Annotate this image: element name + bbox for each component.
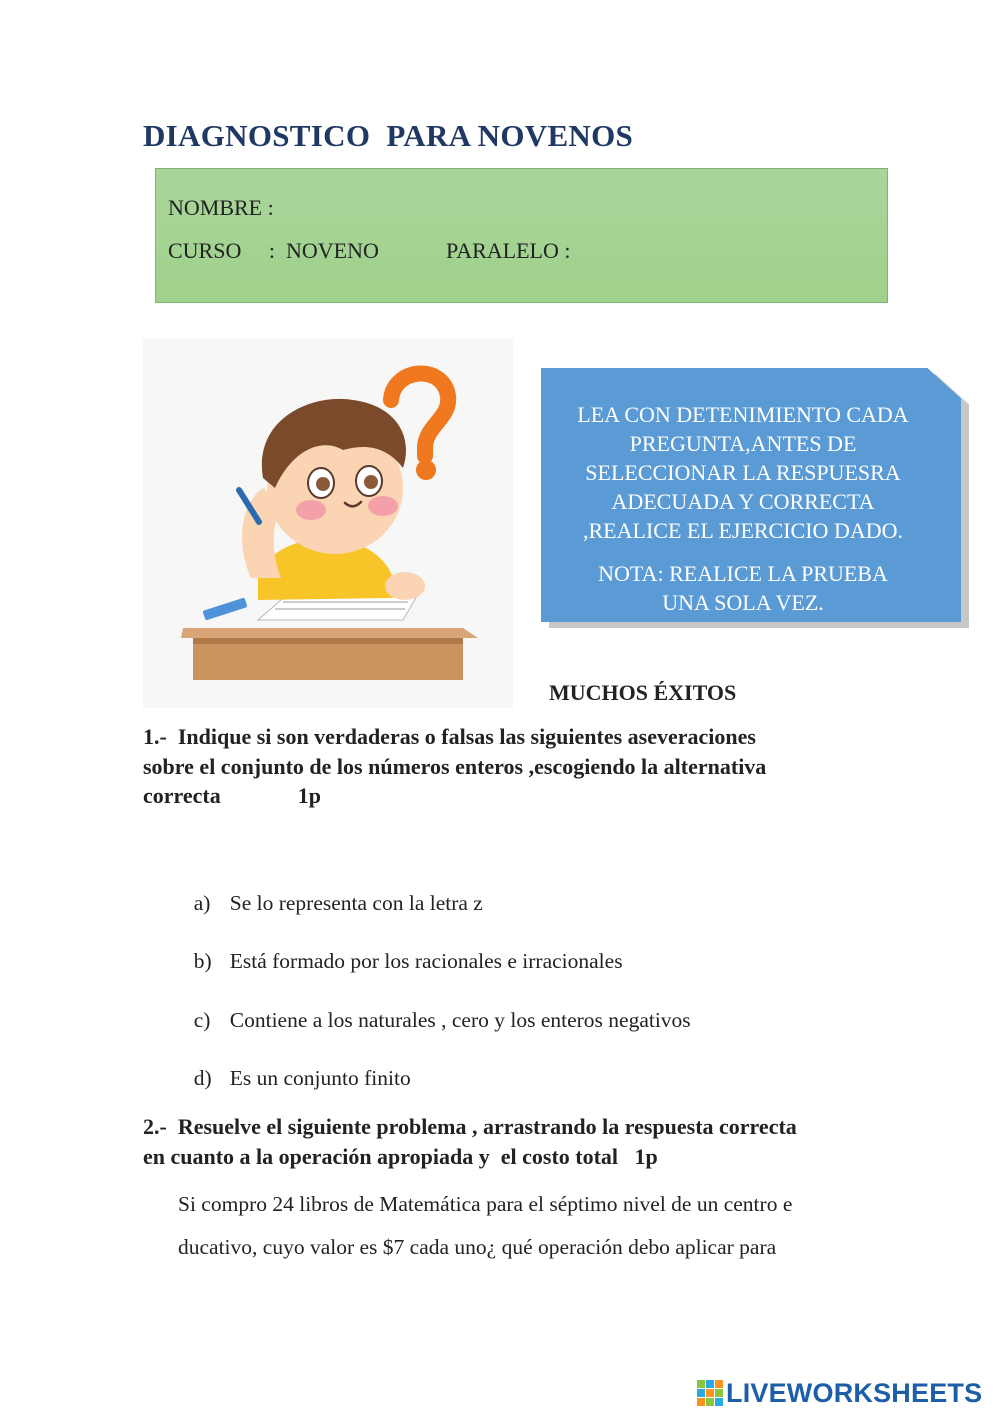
paralelo-label: PARALELO : [446,238,571,263]
option-text: Contiene a los naturales , cero y los enteros negativos [229,1008,691,1032]
option-a[interactable] [183,866,483,916]
callout-note-line: UNA SOLA VEZ. [662,590,824,615]
question-2-prompt [143,1112,863,1171]
option-letter: d) [193,1066,212,1090]
question-line: 2.- Resuelve el siguiente problema , arrastrando la respuesta correcta [143,1114,797,1139]
option-letter: b) [193,949,212,973]
liveworksheets-logo-icon [697,1380,723,1406]
instructions-text [553,400,933,617]
curso-label: CURSO : NOVENO [168,238,379,263]
option-text: Se lo representa con la letra z [229,891,483,915]
question-line: en cuanto a la operación apropiada y el costo total 1p [143,1143,658,1169]
question-line: correcta 1p [143,783,321,808]
problem-statement [178,1183,878,1269]
question-1-prompt [143,722,863,811]
student-info-box [155,168,888,303]
question-line: 1.- Indique si son verdaderas o falsas las siguientes aseveraciones [143,724,756,749]
option-text: Está formado por los racionales e irracionales [229,949,623,973]
option-b[interactable] [183,924,623,974]
callout-note [553,559,933,617]
problem-line: Si compro 24 libros de Matemática para el séptimo nivel de un centro e [178,1192,793,1216]
muchos-exitos-text: MUCHOS ÉXITOS [549,680,737,705]
option-text: Es un conjunto finito [229,1066,411,1090]
callout-line: PREGUNTA,ANTES DE [629,431,857,456]
thinking-student-icon [143,338,513,708]
liveworksheets-brand[interactable] [697,1375,982,1411]
option-d[interactable] [183,1041,411,1091]
option-letter: c) [193,1008,211,1032]
option-c[interactable] [183,983,691,1033]
option-letter: a) [193,891,211,915]
nombre-label: NOMBRE : [168,195,274,220]
page-title: DIAGNOSTICO PARA NOVENOS [143,118,634,153]
brand-text: LIVEWORKSHEETS [726,1377,983,1408]
problem-line: ducativo, cuyo valor es $7 cada uno¿ qué operación debo aplicar para [178,1235,777,1259]
callout-line: LEA CON DETENIMIENTO CADA [577,402,909,427]
callout-line: ,REALICE EL EJERCICIO DADO. [583,518,903,543]
question-line: sobre el conjunto de los números enteros ,escogiendo la alternativa [143,753,767,779]
callout-line: ADECUADA Y CORRECTA [611,489,875,514]
callout-line: SELECCIONAR LA RESPUESRA [585,460,901,485]
callout-note-line: NOTA: REALICE LA PRUEBA [598,561,888,586]
